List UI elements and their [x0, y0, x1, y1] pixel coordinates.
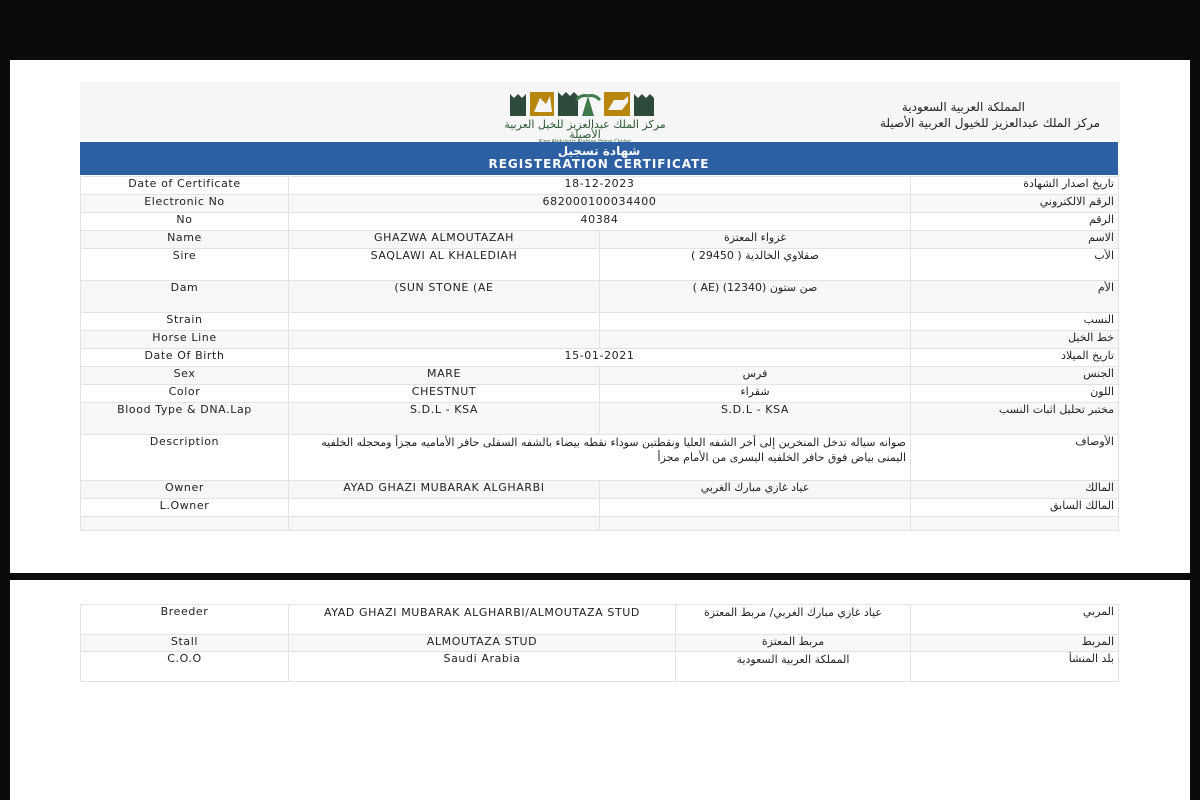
certificate-title-banner: [80, 142, 1118, 175]
label-ar: تاريخ اصدار الشهادة: [911, 177, 1119, 195]
label-ar: تاريخ الميلاد: [911, 349, 1119, 367]
label-ar: المالك: [911, 481, 1119, 499]
label-en: Blood Type & DNA.Lap: [81, 403, 289, 435]
title-english: REGISTERATION CERTIFICATE: [488, 157, 710, 171]
label-ar: الاسم: [911, 231, 1119, 249]
row-color: [81, 385, 1119, 403]
value-en: SAQLAWI AL KHALEDIAH: [289, 249, 600, 281]
row-l-owner: [81, 499, 1119, 517]
value-en: MARE: [289, 367, 600, 385]
label-ar: اللون: [911, 385, 1119, 403]
logo-arabic-text: مركز الملك عبدالعزيز للخيل العربية الأصيلة: [504, 118, 666, 141]
row-strain: [81, 313, 1119, 331]
label-en: Strain: [81, 313, 289, 331]
value-ar: مربط المعتزة: [676, 635, 911, 652]
value-ar: [600, 313, 911, 331]
value-en: S.D.L - KSA: [289, 403, 600, 435]
label-en: No: [81, 213, 289, 231]
label-en: C.O.O: [81, 652, 289, 682]
label-ar: مختبر تحليل اثبات النسب: [911, 403, 1119, 435]
label-en: Electronic No: [81, 195, 289, 213]
value-ar: فرس: [600, 367, 911, 385]
certificate-table-continued: [80, 604, 1119, 682]
value-ar: شقراء: [600, 385, 911, 403]
certificate-table: [80, 176, 1119, 531]
row-blood-type: [81, 403, 1119, 435]
label-ar: الرقم: [911, 213, 1119, 231]
certificate-page-1: [10, 60, 1190, 573]
value-en: CHESTNUT: [289, 385, 600, 403]
value: 15-01-2021: [289, 349, 911, 367]
value-ar: عياد غازي مبارك الغربي: [600, 481, 911, 499]
label-ar: الأب: [911, 249, 1119, 281]
value-ar: [600, 499, 911, 517]
row-sire: [81, 249, 1119, 281]
label-ar: المربط: [911, 635, 1119, 652]
value-ar: صن ستون (12340) (AE ): [600, 281, 911, 313]
value-ar: المملكة العربية السعودية: [676, 652, 911, 682]
row-description: [81, 435, 1119, 481]
row-name: [81, 231, 1119, 249]
row-dam: [81, 281, 1119, 313]
row-breeder: [81, 605, 1119, 635]
label-ar: المربي: [911, 605, 1119, 635]
label-en: Breeder: [81, 605, 289, 635]
label-en: Description: [81, 435, 289, 481]
description-value: صوانه سياله تدخل المنخرين إلى أخر الشفه العليا ونقطتين سوداء نقطه بيضاء بالشفه السفلى حافر الأماميه مجزأ ومحجله الخلفيه اليمنى بياض فوق حافر الخلفيه اليسرى من الأمام مجزأ: [289, 435, 911, 481]
value-en: Saudi Arabia: [289, 652, 676, 682]
value-ar: صقلاوي الخالدية ( 29450 ): [600, 249, 911, 281]
value-en: AYAD GHAZI MUBARAK ALGHARBI: [289, 481, 600, 499]
value-ar: S.D.L - KSA: [600, 403, 911, 435]
value: 682000100034400: [289, 195, 911, 213]
value-ar: غزواء المعتزة: [600, 231, 911, 249]
label-ar: خط الخيل: [911, 331, 1119, 349]
label-en: Sex: [81, 367, 289, 385]
label-en: Date of Certificate: [81, 177, 289, 195]
value: 40384: [289, 213, 911, 231]
row-empty: [81, 517, 1119, 531]
label-ar: الأم: [911, 281, 1119, 313]
row-date-of-birth: [81, 349, 1119, 367]
label-ar: الرقم الالكتروني: [911, 195, 1119, 213]
row-owner: [81, 481, 1119, 499]
value-en: GHAZWA ALMOUTAZAH: [289, 231, 600, 249]
label-en: Color: [81, 385, 289, 403]
label-en: Horse Line: [81, 331, 289, 349]
value-en: [289, 499, 600, 517]
horse-center-logo-icon: [508, 86, 662, 120]
value-en: AYAD GHAZI MUBARAK ALGHARBI/ALMOUTAZA STUD: [289, 605, 676, 635]
label-ar: الجنس: [911, 367, 1119, 385]
kingdom-name: المملكة العربية السعودية: [901, 100, 1025, 114]
row-stall: [81, 635, 1119, 652]
title-arabic: شهادة تسجيل: [557, 144, 641, 158]
row-date-certificate: [81, 177, 1119, 195]
label-ar: النسب: [911, 313, 1119, 331]
value-en: [289, 331, 600, 349]
center-logo: [500, 86, 670, 141]
row-no: [81, 213, 1119, 231]
label-ar: الأوصاف: [911, 435, 1119, 481]
label-en: Date Of Birth: [81, 349, 289, 367]
center-name: مركز الملك عبدالعزيز للخيول العربية الأصيلة: [879, 116, 1100, 130]
label-ar: المالك السابق: [911, 499, 1119, 517]
certificate-page-2: [10, 580, 1190, 800]
row-coo: [81, 652, 1119, 682]
label-ar: بلد المنشأ: [911, 652, 1119, 682]
label-en: L.Owner: [81, 499, 289, 517]
row-horse-line: [81, 331, 1119, 349]
value-ar: [600, 331, 911, 349]
label-en: Name: [81, 231, 289, 249]
label-en: Dam: [81, 281, 289, 313]
row-sex: [81, 367, 1119, 385]
value-ar: عياد غازي مبارك الغربي/ مربط المعتزة: [676, 605, 911, 635]
certificate-header: [80, 82, 1120, 140]
value-en: (SUN STONE (AE: [289, 281, 600, 313]
label-en: Sire: [81, 249, 289, 281]
label-en: Stall: [81, 635, 289, 652]
label-en: Owner: [81, 481, 289, 499]
value: 18-12-2023: [289, 177, 911, 195]
value-en: [289, 313, 600, 331]
value-en: ALMOUTAZA STUD: [289, 635, 676, 652]
row-electronic-no: [81, 195, 1119, 213]
